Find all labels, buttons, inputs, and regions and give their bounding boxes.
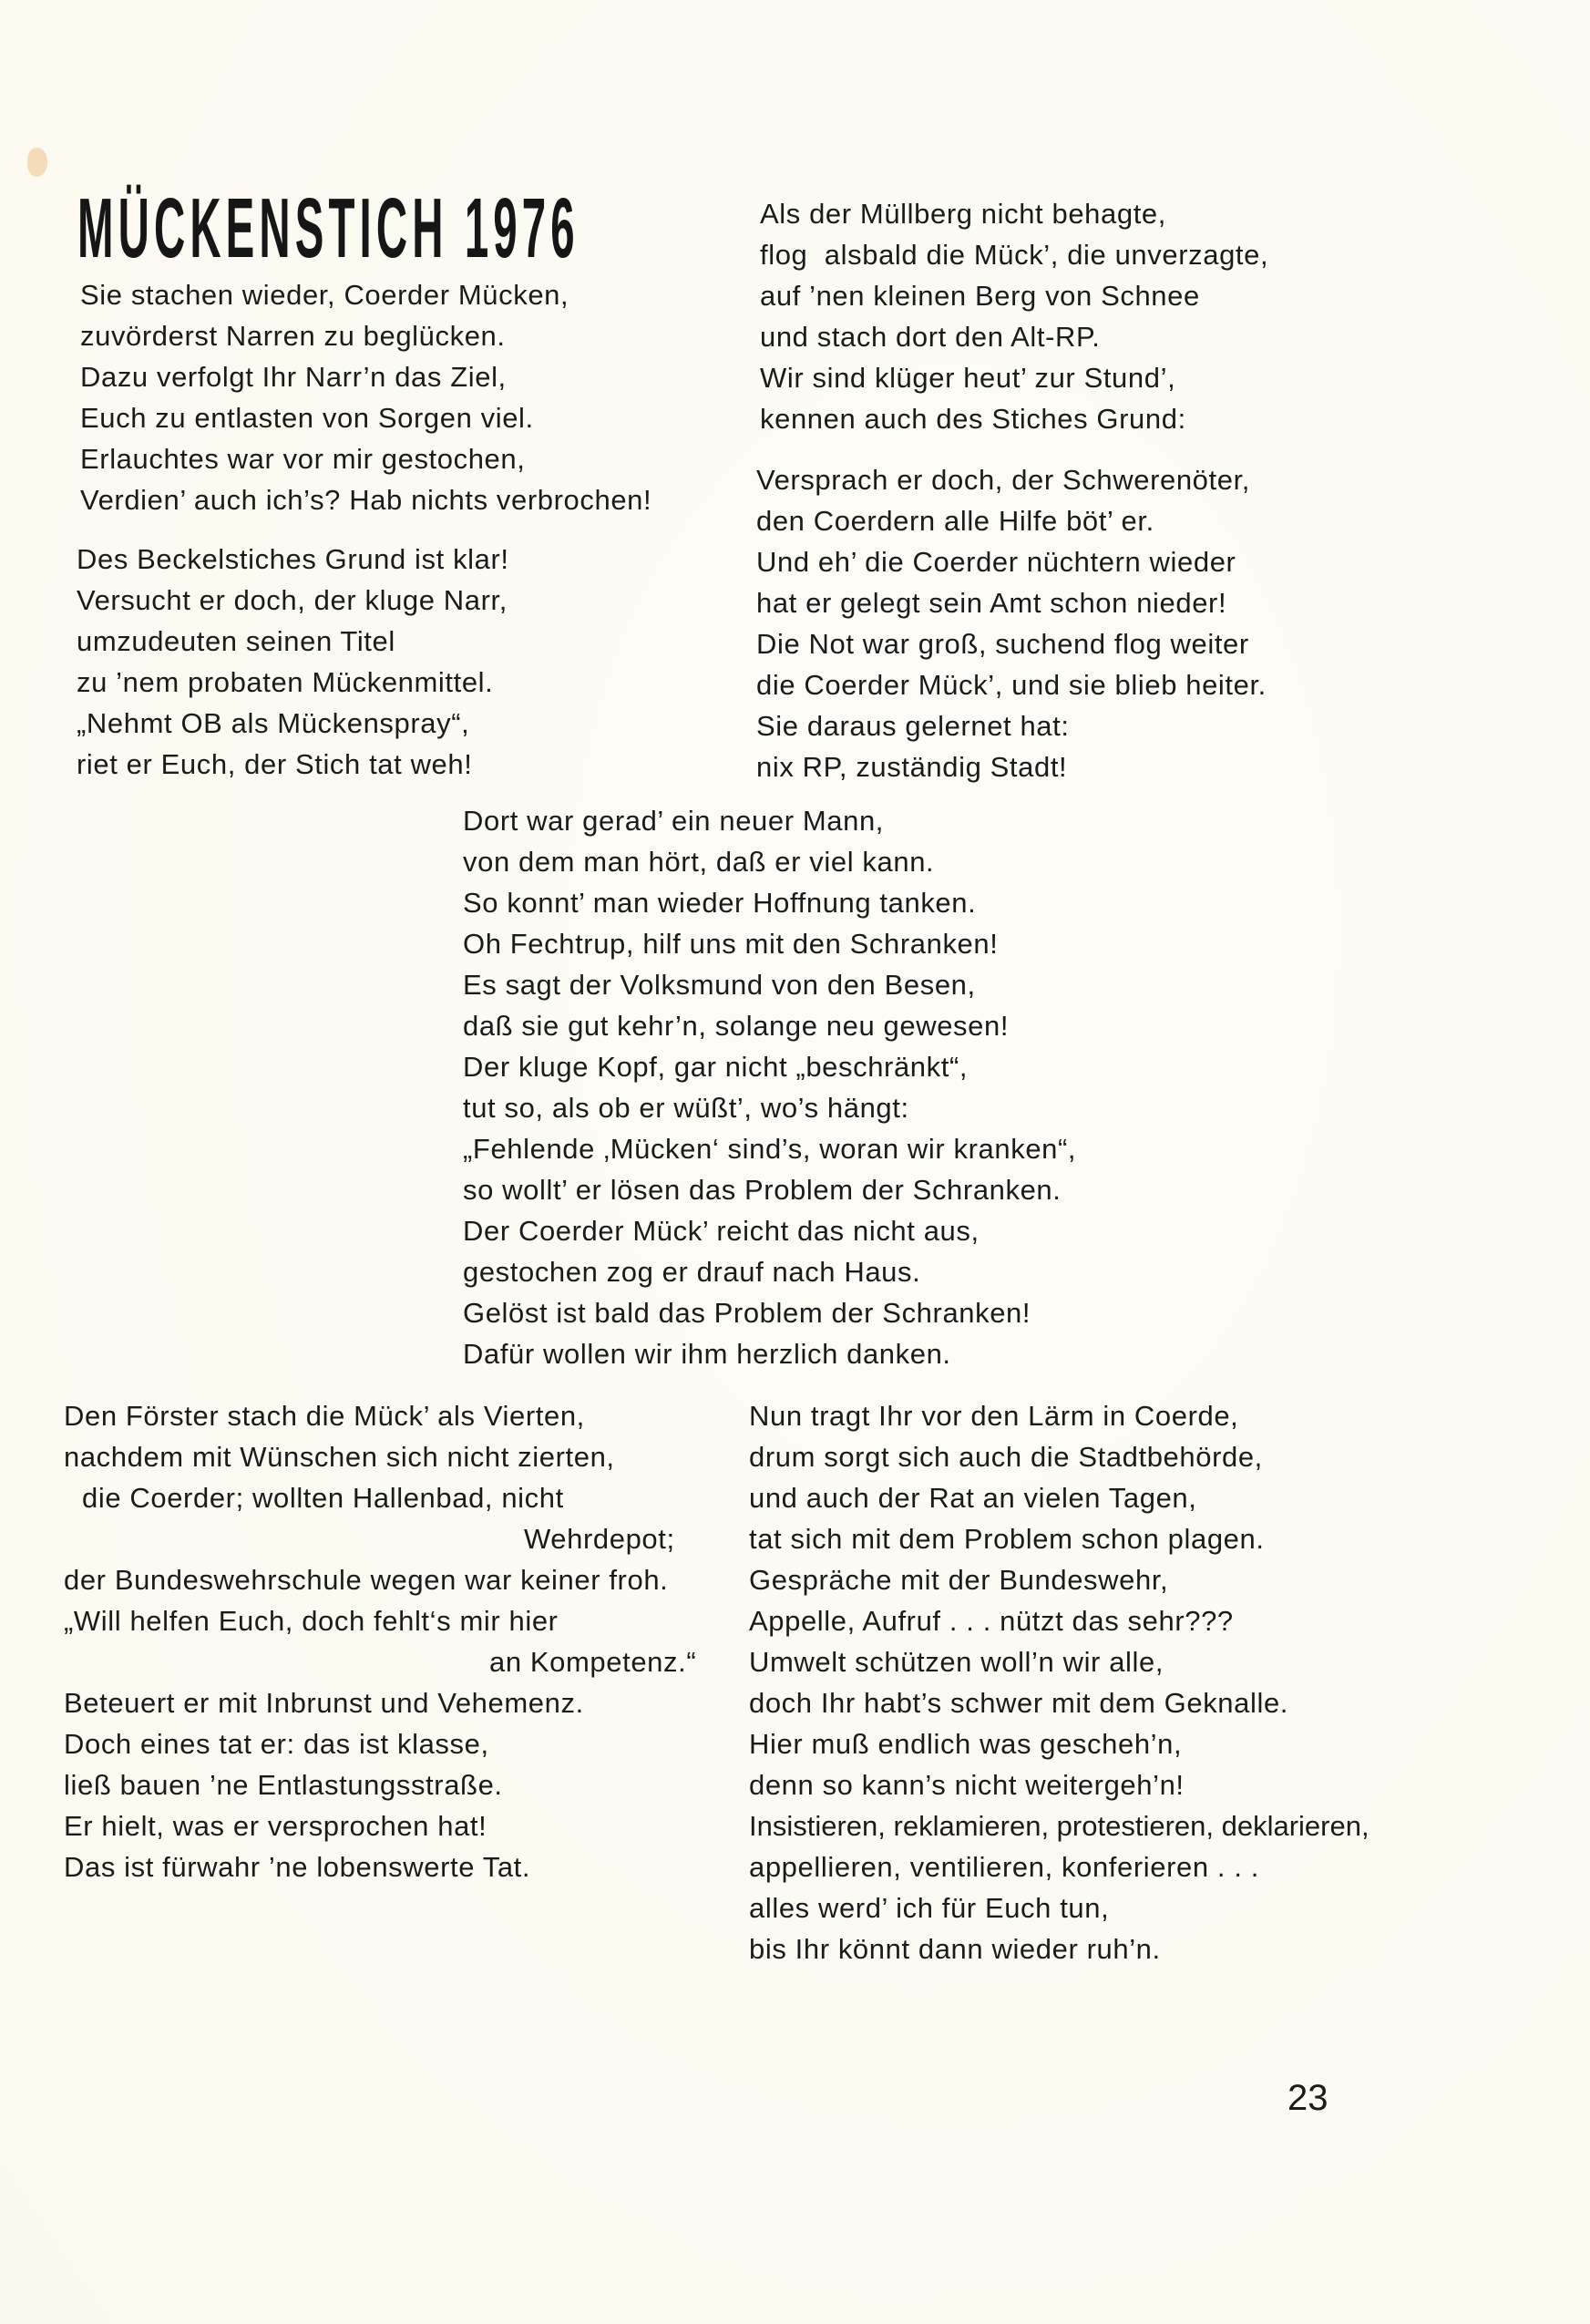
- verse-line: drum sorgt sich auch die Stadtbehörde,: [749, 1441, 1263, 1473]
- verse-line: Oh Fechtrup, hilf uns mit den Schranken!: [463, 928, 999, 960]
- verse-line: denn so kann’s nicht weitergeh’n!: [749, 1769, 1185, 1801]
- verse-line: „Nehmt OB als Mückenspray“,: [77, 707, 470, 739]
- verse-line: hat er gelegt sein Amt schon nieder!: [756, 587, 1227, 619]
- verse-line: Beteuert er mit Inbrunst und Vehemenz.: [64, 1687, 584, 1719]
- verse-line: von dem man hört, daß er viel kann.: [463, 846, 935, 878]
- verse-line: nix RP, zuständig Stadt!: [756, 751, 1068, 783]
- verse-line: Erlauchtes war vor mir gestochen,: [80, 443, 526, 475]
- verse-line: zuvörderst Narren zu beglücken.: [80, 320, 506, 352]
- verse-line: Der kluge Kopf, gar nicht „beschränkt“,: [463, 1051, 969, 1083]
- left-stanza-2: [77, 539, 509, 785]
- verse-line: auf ’nen kleinen Berg von Schnee: [760, 280, 1200, 312]
- verse-line: alles werd’ ich für Euch tun,: [749, 1892, 1110, 1924]
- verse-line: nachdem mit Wünschen sich nicht zierten,: [64, 1441, 615, 1473]
- verse-line: die Coerder; wollten Hallenbad, nicht: [82, 1482, 564, 1514]
- verse-line: Dazu verfolgt Ihr Narr’n das Ziel,: [80, 361, 507, 393]
- verse-line: appellieren, ventilieren, konferieren . . .: [749, 1851, 1259, 1883]
- bottom-right-stanza: [749, 1395, 1369, 1969]
- verse-line: Als der Müllberg nicht behagte,: [760, 198, 1166, 230]
- verse-line: Versucht er doch, der kluge Narr,: [77, 584, 508, 616]
- verse-line: riet er Euch, der Stich tat weh!: [77, 748, 473, 780]
- poem-title: MÜCKENSTICH 1976: [77, 180, 580, 275]
- verse-line: Sie daraus gelernet hat:: [756, 710, 1070, 742]
- verse-line: flog alsbald die Mück’, die unverzagte,: [760, 239, 1269, 271]
- right-stanza-2: [756, 459, 1267, 787]
- verse-line: Dafür wollen wir ihm herzlich danken.: [463, 1338, 951, 1370]
- verse-line: und auch der Rat an vielen Tagen,: [749, 1482, 1197, 1514]
- verse-line: die Coerder Mück’, und sie blieb heiter.: [756, 669, 1267, 701]
- verse-line: der Bundeswehrschule wegen war keiner froh.: [64, 1564, 669, 1596]
- verse-line: Des Beckelstiches Grund ist klar!: [77, 543, 509, 575]
- verse-line: an Kompetenz.“: [489, 1646, 697, 1678]
- verse-line: umzudeuten seinen Titel: [77, 625, 395, 657]
- verse-line: doch Ihr habt’s schwer mit dem Geknalle.: [749, 1687, 1289, 1719]
- verse-line: Hier muß endlich was gescheh’n,: [749, 1728, 1183, 1760]
- verse-line: Umwelt schützen woll’n wir alle,: [749, 1646, 1164, 1678]
- verse-line: tut so, als ob er wüßt’, wo’s hängt:: [463, 1092, 909, 1124]
- verse-line: zu ’nem probaten Mückenmittel.: [77, 666, 494, 698]
- verse-line: Dort war gerad’ ein neuer Mann,: [463, 805, 885, 837]
- verse-line: tat sich mit dem Problem schon plagen.: [749, 1523, 1265, 1555]
- verse-line: Die Not war groß, suchend flog weiter: [756, 628, 1249, 660]
- verse-line: so wollt’ er lösen das Problem der Schranken.: [463, 1174, 1062, 1206]
- paper-stain-mark: [27, 148, 47, 177]
- verse-line: daß sie gut kehr’n, solange neu gewesen!: [463, 1010, 1010, 1042]
- verse-line: gestochen zog er drauf nach Haus.: [463, 1256, 921, 1288]
- verse-line: „Fehlende ‚Mücken‘ sind’s, woran wir kranken“,: [463, 1133, 1077, 1165]
- verse-line: und stach dort den Alt-RP.: [760, 321, 1101, 353]
- verse-line: Sie stachen wieder, Coerder Mücken,: [80, 279, 569, 311]
- verse-line: Gelöst ist bald das Problem der Schranken!: [463, 1297, 1031, 1329]
- verse-line: Und eh’ die Coerder nüchtern wieder: [756, 546, 1236, 578]
- verse-line: Nun tragt Ihr vor den Lärm in Coerde,: [749, 1400, 1239, 1432]
- bottom-left-stanza: [64, 1395, 696, 1887]
- verse-line: den Coerdern alle Hilfe böt’ er.: [756, 505, 1154, 537]
- verse-line: Er hielt, was er versprochen hat!: [64, 1810, 487, 1842]
- verse-line: Wir sind klüger heut’ zur Stund’,: [760, 362, 1176, 394]
- page-number: 23: [1287, 2078, 1328, 2118]
- verse-line: Euch zu entlasten von Sorgen viel.: [80, 402, 534, 434]
- verse-line: Verdien’ auch ich’s? Hab nichts verbrochen!: [80, 484, 652, 516]
- verse-line: Wehrdepot;: [524, 1523, 675, 1555]
- right-stanza-1: [760, 193, 1268, 439]
- verse-line: Insistieren, reklamieren, protestieren, deklarieren,: [749, 1810, 1369, 1842]
- verse-line: „Will helfen Euch, doch fehlt‘s mir hier: [64, 1605, 559, 1637]
- middle-stanza: [463, 800, 1076, 1374]
- left-stanza-1: [80, 274, 651, 520]
- verse-line: kennen auch des Stiches Grund:: [760, 403, 1186, 435]
- verse-line: Der Coerder Mück’ reicht das nicht aus,: [463, 1215, 980, 1247]
- verse-line: Gespräche mit der Bundeswehr,: [749, 1564, 1169, 1596]
- verse-line: Das ist fürwahr ’ne lobenswerte Tat.: [64, 1851, 531, 1883]
- verse-line: Versprach er doch, der Schwerenöter,: [756, 464, 1251, 496]
- verse-line: Den Förster stach die Mück’ als Vierten,: [64, 1400, 585, 1432]
- verse-line: So konnt’ man wieder Hoffnung tanken.: [463, 887, 977, 919]
- verse-line: Appelle, Aufruf . . . nützt das sehr???: [749, 1605, 1234, 1637]
- verse-line: Es sagt der Volksmund von den Besen,: [463, 969, 976, 1001]
- verse-line: Doch eines tat er: das ist klasse,: [64, 1728, 489, 1760]
- verse-line: bis Ihr könnt dann wieder ruh’n.: [749, 1933, 1161, 1965]
- verse-line: ließ bauen ’ne Entlastungsstraße.: [64, 1769, 503, 1801]
